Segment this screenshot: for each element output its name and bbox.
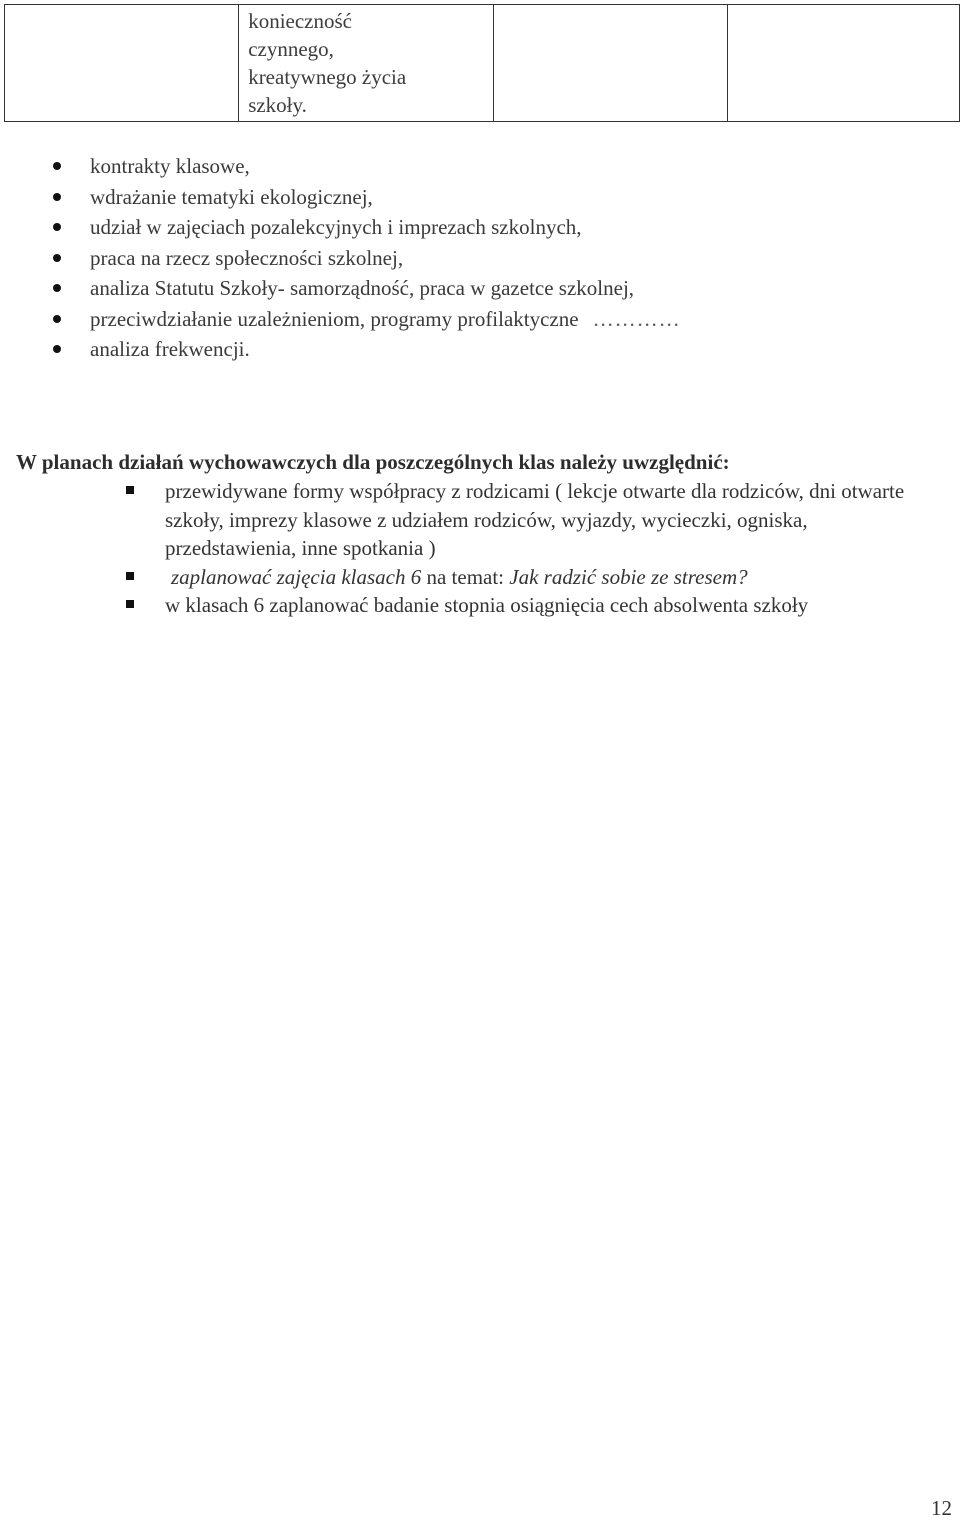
square-bullet-icon: [126, 600, 134, 608]
square-bullet-icon: [126, 572, 134, 580]
list-item: [0, 334, 681, 365]
activities-bullet-list: [0, 151, 681, 365]
list-item: [0, 273, 681, 304]
bullet-dot-icon: [53, 162, 61, 170]
list-item-text: wdrażanie tematyki ekologicznej,: [90, 184, 373, 209]
list-item-text: analiza frekwencji.: [90, 337, 250, 361]
table-cell-empty: [5, 5, 239, 122]
list-item: [0, 243, 681, 274]
list-item-text: kontrakty klasowe,: [90, 154, 250, 178]
bullet-dot-icon: [53, 193, 61, 201]
list-item: [0, 563, 940, 592]
square-bullet-icon: [126, 486, 134, 494]
list-item-text: przeciwdziałanie uzależnieniom, programy profilaktyczne: [90, 306, 579, 331]
table-cell-text: [239, 5, 493, 122]
bullet-dot-icon: [53, 254, 61, 262]
bullet-dot-icon: [53, 345, 61, 353]
plan-square-list: [0, 477, 940, 620]
plain-text: na temat:: [421, 564, 510, 589]
italic-text: Jak radzić sobie ze stresem?: [509, 564, 748, 589]
table-cell-empty: [493, 5, 727, 122]
cell-line: konieczność: [248, 9, 352, 33]
list-item-text: w klasach 6 zaplanować badanie stopnia osiągnięcia cech absolwenta szkoły: [165, 593, 809, 617]
bullet-dot-icon: [53, 223, 61, 231]
list-item-text: analiza Statutu Szkoły- samorządność, praca w gazetce szkolnej,: [90, 276, 635, 300]
page-number: 12: [931, 1496, 952, 1520]
list-item-text: udział w zajęciach pozalekcyjnych i imprezach szkolnych,: [90, 215, 582, 239]
cell-line: kreatywnego życia: [248, 65, 407, 89]
cell-line: szkoły.: [248, 93, 307, 117]
list-item-text: praca na rzecz społeczności szkolnej,: [90, 245, 404, 270]
list-item-text: przewidywane formy współpracy z rodzicami ( lekcje otwarte dla rodziców, dni otwarte szkoły, imprezy klasowe z udziałem rodziców, wyjazdy, wycieczki, ogniska, przedstawienia, inne spotkania ): [165, 479, 905, 560]
table-cell-empty: [727, 5, 959, 122]
list-item: [0, 212, 681, 243]
bullet-dot-icon: [53, 315, 61, 323]
list-item: [0, 151, 681, 182]
list-item: [0, 304, 681, 335]
cell-line: czynnego,: [248, 37, 334, 61]
bullet-dot-icon: [53, 284, 61, 292]
list-item: [0, 591, 940, 620]
list-item: [0, 182, 681, 213]
italic-text: zaplanować zajęcia klasach 6: [171, 564, 422, 589]
plan-heading: W planach działań wychowawczych dla poszczególnych klas należy uwzględnić:: [16, 450, 730, 474]
list-item: [0, 477, 940, 563]
table-row: [5, 5, 960, 122]
leader-dots: …………: [592, 306, 681, 331]
schedule-table-fragment: [4, 4, 960, 122]
